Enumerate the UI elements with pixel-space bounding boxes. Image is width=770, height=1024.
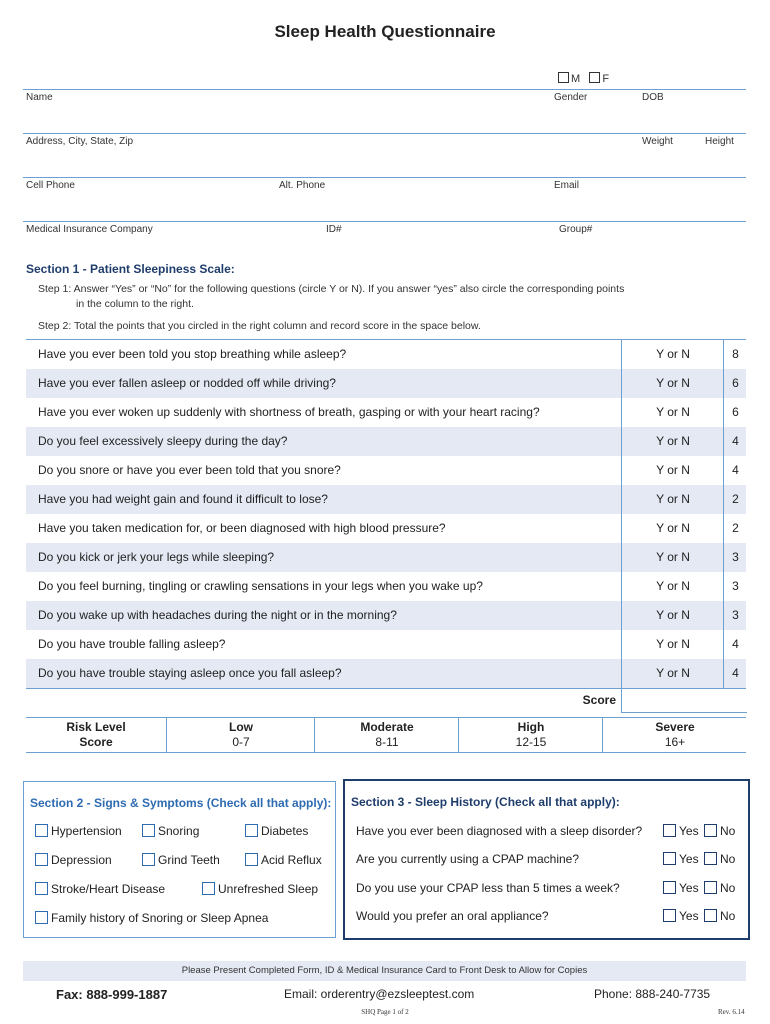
question-row: [26, 456, 746, 485]
dob-field-label: DOB: [642, 92, 664, 103]
divider: [23, 89, 746, 90]
gender-options: [558, 72, 609, 85]
question-text: Have you ever been told you stop breathing while asleep?: [38, 347, 347, 361]
checkbox-square[interactable]: [663, 824, 676, 837]
checkbox-square[interactable]: [663, 881, 676, 894]
checkbox-snoring[interactable]: [142, 824, 199, 838]
question-text: Have you ever woken up suddenly with shortness of breath, gasping or with your heart racing?: [38, 405, 540, 419]
checkbox-label: Hypertension: [51, 824, 122, 838]
risk-score-label: Score: [79, 735, 113, 749]
yes-no-choice[interactable]: Y or N: [621, 456, 724, 485]
checkbox-square[interactable]: [35, 882, 48, 895]
question-row: [26, 630, 746, 659]
checkbox-square[interactable]: [245, 824, 258, 837]
page-title: Sleep Health Questionnaire: [274, 22, 496, 41]
question-row: [26, 340, 746, 369]
checkbox-stroke-heart-disease[interactable]: [35, 882, 165, 896]
checkbox-label: Depression: [51, 853, 112, 867]
step1-text: Step 1: Answer “Yes” or “No” for the following questions (circle Y or N). If you answer “yes” also circle the corresponding points: [38, 283, 625, 295]
question-points[interactable]: 4: [723, 659, 747, 688]
step1-text-cont: in the column to the right.: [76, 298, 194, 310]
checkbox-hypertension[interactable]: [35, 824, 122, 838]
risk-header-col: [26, 718, 166, 752]
yes-no-choice[interactable]: Y or N: [621, 369, 724, 398]
checkbox-square[interactable]: [663, 852, 676, 865]
checkbox-label: Stroke/Heart Disease: [51, 882, 166, 896]
section2-title: Section 2 - Signs & Symptoms (Check all that apply):: [30, 796, 332, 810]
question-row: [26, 369, 746, 398]
email-address: Email: orderentry@ezsleeptest.com: [284, 987, 475, 1001]
yes-label: Yes: [679, 852, 699, 866]
checkbox-square[interactable]: [704, 824, 717, 837]
id-field-label: ID#: [326, 224, 342, 235]
no-checkbox[interactable]: [704, 852, 735, 866]
checkbox-diabetes[interactable]: [245, 824, 308, 838]
checkbox-square[interactable]: [704, 852, 717, 865]
divider: [23, 177, 746, 178]
question-text: Do you feel burning, tingling or crawling sensations in your legs when you wake up?: [38, 579, 483, 593]
checkbox-label: Unrefreshed Sleep: [218, 882, 319, 896]
checkbox-square[interactable]: [245, 853, 258, 866]
yes-label: Yes: [679, 881, 699, 895]
yes-no-choice[interactable]: Y or N: [621, 630, 724, 659]
question-text: Do you wake up with headaches during the night or in the morning?: [38, 608, 397, 622]
question-row: [26, 659, 746, 688]
question-row: [26, 601, 746, 630]
yes-checkbox[interactable]: [663, 824, 699, 838]
risk-level-table: [26, 717, 746, 753]
email-field-label: Email: [554, 180, 580, 191]
yes-label: Yes: [679, 909, 699, 923]
sleep-history-question: Have you ever been diagnosed with a sleep disorder?: [356, 824, 643, 838]
cell-phone-field-label: Cell Phone: [26, 180, 75, 191]
question-points[interactable]: 6: [723, 398, 747, 427]
yes-no-choice[interactable]: Y or N: [621, 572, 724, 601]
yes-no-choice[interactable]: Y or N: [621, 543, 724, 572]
checkbox-label: Grind Teeth: [158, 853, 220, 867]
no-checkbox[interactable]: [704, 881, 735, 895]
checkbox-square[interactable]: [35, 853, 48, 866]
question-text: Do you have trouble staying asleep once you fall asleep?: [38, 666, 342, 680]
revision: Rev. 6.14: [718, 1008, 745, 1016]
risk-level-range: 16+: [664, 735, 686, 749]
group-field-label: Group#: [559, 224, 593, 235]
question-row: [26, 572, 746, 601]
yes-checkbox[interactable]: [663, 881, 699, 895]
question-text: Do you kick or jerk your legs while sleeping?: [38, 550, 275, 564]
gender-m-label: M: [571, 73, 581, 85]
gender-field-label: Gender: [554, 92, 588, 103]
checkbox-unrefreshed-sleep[interactable]: [202, 882, 318, 896]
gender-f-checkbox[interactable]: [589, 72, 600, 83]
checkbox-square[interactable]: [704, 909, 717, 922]
score-input[interactable]: [621, 688, 747, 713]
gender-m-checkbox[interactable]: [558, 72, 569, 83]
checkbox-square[interactable]: [663, 909, 676, 922]
checkbox-label: Acid Reflux: [261, 853, 322, 867]
sleep-history-question: Would you prefer an oral appliance?: [356, 909, 549, 923]
fax-number: Fax: 888-999-1887: [56, 987, 168, 1002]
section3-title: Section 3 - Sleep History (Check all that apply):: [351, 795, 620, 809]
question-text: Have you had weight gain and found it difficult to lose?: [38, 492, 328, 506]
no-label: No: [720, 909, 736, 923]
section2-panel: [23, 781, 336, 938]
yes-no-choice[interactable]: Y or N: [621, 340, 724, 369]
checkbox-square[interactable]: [704, 881, 717, 894]
question-points[interactable]: 3: [723, 543, 747, 572]
question-text: Have you taken medication for, or been diagnosed with high blood pressure?: [38, 521, 446, 535]
question-text: Have you ever fallen asleep or nodded off while driving?: [38, 376, 336, 390]
yes-no-choice[interactable]: Y or N: [621, 398, 724, 427]
checkbox-square[interactable]: [202, 882, 215, 895]
risk-col-moderate: [314, 718, 459, 752]
checkbox-depression[interactable]: [35, 853, 112, 867]
checkbox-family-history[interactable]: [35, 911, 268, 925]
question-row: [26, 485, 746, 514]
question-points[interactable]: 2: [723, 514, 747, 543]
divider: [23, 221, 746, 222]
question-text: Do you snore or have you ever been told that you snore?: [38, 463, 341, 477]
yes-label: Yes: [679, 824, 699, 838]
insurance-field-label: Medical Insurance Company: [26, 224, 153, 235]
question-points[interactable]: 8: [723, 340, 747, 369]
no-checkbox[interactable]: [704, 824, 735, 838]
height-field-label: Height: [705, 136, 734, 147]
section3-panel: [343, 779, 750, 940]
footer-notice: Please Present Completed Form, ID & Medical Insurance Card to Front Desk to Allow for Copies: [23, 961, 746, 981]
risk-level-name: Moderate: [360, 720, 414, 734]
checkbox-grind-teeth[interactable]: [142, 853, 220, 867]
checkbox-square[interactable]: [142, 853, 155, 866]
checkbox-square[interactable]: [35, 824, 48, 837]
yes-no-choice[interactable]: Y or N: [621, 514, 724, 543]
question-text: Do you have trouble falling asleep?: [38, 637, 226, 651]
checkbox-label: Family history of Snoring or Sleep Apnea: [51, 911, 269, 925]
no-label: No: [720, 824, 736, 838]
weight-field-label: Weight: [642, 136, 673, 147]
no-label: No: [720, 852, 736, 866]
yes-checkbox[interactable]: [663, 909, 699, 923]
question-points[interactable]: 4: [723, 456, 747, 485]
divider: [23, 133, 746, 134]
question-points[interactable]: 3: [723, 601, 747, 630]
score-row: [26, 688, 746, 712]
checkbox-label: Diabetes: [261, 824, 309, 838]
sleepiness-question-table: [26, 339, 746, 689]
risk-level-range: 0-7: [232, 735, 250, 749]
risk-level-name: Severe: [655, 720, 695, 734]
phone-number: Phone: 888-240-7735: [594, 987, 711, 1001]
question-row: [26, 514, 746, 543]
no-label: No: [720, 881, 736, 895]
question-points[interactable]: 4: [723, 427, 747, 456]
checkbox-label: Snoring: [158, 824, 200, 838]
question-row: [26, 398, 746, 427]
risk-level-label: Risk Level: [66, 720, 126, 734]
name-field-label: Name: [26, 92, 53, 103]
risk-level-range: 8-11: [375, 735, 399, 749]
address-field-label: Address, City, State, Zip: [26, 136, 134, 147]
question-text: Do you feel excessively sleepy during the day?: [38, 434, 288, 448]
step2-text: Step 2: Total the points that you circled in the right column and record score in the space below.: [38, 320, 481, 332]
yes-no-choice[interactable]: Y or N: [621, 427, 724, 456]
alt-phone-field-label: Alt. Phone: [279, 180, 326, 191]
risk-level-range: 12-15: [515, 735, 547, 749]
risk-col-severe: [602, 718, 747, 752]
section1-title: Section 1 - Patient Sleepiness Scale:: [26, 262, 235, 276]
risk-level-name: Low: [229, 720, 253, 734]
score-label: Score: [582, 693, 616, 707]
yes-no-choice[interactable]: Y or N: [621, 601, 724, 630]
question-row: [26, 427, 746, 456]
question-points[interactable]: 3: [723, 572, 747, 601]
risk-level-name: High: [517, 720, 545, 734]
yes-no-choice[interactable]: Y or N: [621, 485, 724, 514]
risk-col-high: [458, 718, 603, 752]
question-points[interactable]: 2: [723, 485, 747, 514]
yes-no-choice[interactable]: Y or N: [621, 659, 724, 688]
sleep-history-question: Are you currently using a CPAP machine?: [356, 852, 580, 866]
checkbox-square[interactable]: [35, 911, 48, 924]
question-points[interactable]: 6: [723, 369, 747, 398]
checkbox-square[interactable]: [142, 824, 155, 837]
checkbox-acid-reflux[interactable]: [245, 853, 322, 867]
sleep-history-question: Do you use your CPAP less than 5 times a week?: [356, 881, 620, 895]
page-number: SHQ Page 1 of 2: [361, 1008, 409, 1016]
question-row: [26, 543, 746, 572]
yes-checkbox[interactable]: [663, 852, 699, 866]
risk-col-low: [166, 718, 315, 752]
no-checkbox[interactable]: [704, 909, 735, 923]
gender-f-label: F: [602, 73, 610, 85]
question-points[interactable]: 4: [723, 630, 747, 659]
